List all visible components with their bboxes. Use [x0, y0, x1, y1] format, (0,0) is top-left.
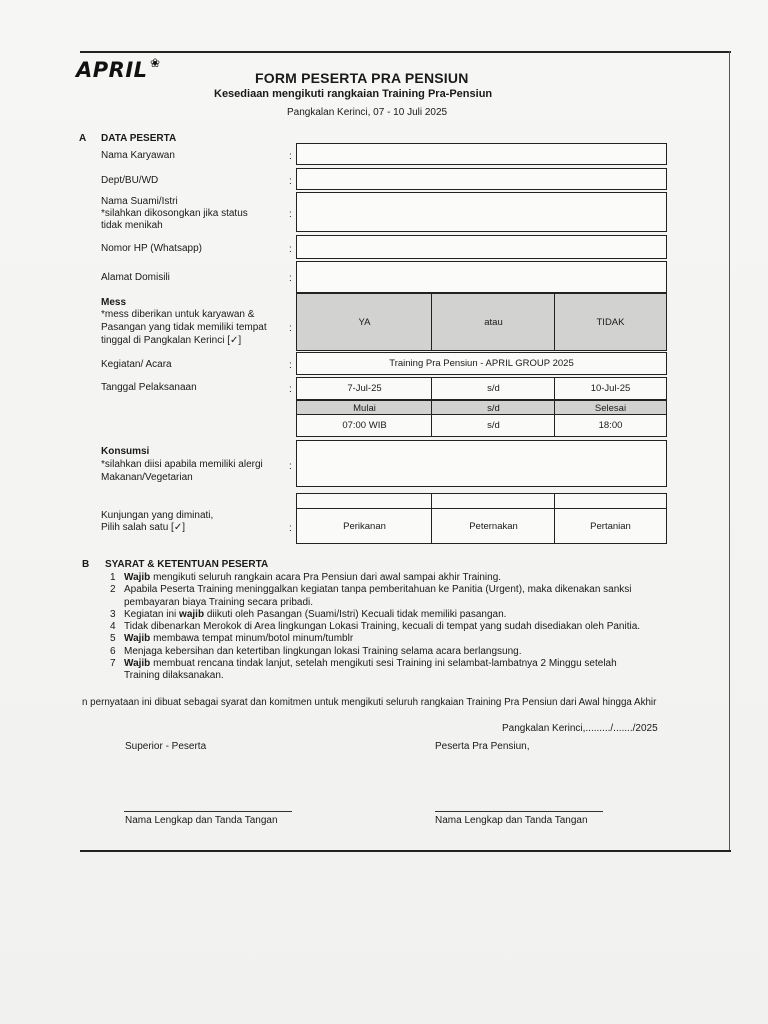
colon: :	[289, 461, 292, 472]
participant-caption: Nama Lengkap dan Tanda Tangan	[435, 815, 588, 826]
list-item: 1 Wajib mengikuti seluruh rangkain acara Pra Pensiun dari awal sampai akhir Training.	[110, 572, 502, 583]
list-item: 3 Kegiatan ini wajib diikuti oleh Pasangan (Suami/Istri) Kecuali tidak memiliki pasangan.	[110, 608, 507, 620]
list-item: Training dilaksanakan.	[124, 670, 224, 682]
colon: :	[289, 384, 292, 395]
kegiatan-value: Training Pra Pensiun - APRIL GROUP 2025	[296, 352, 667, 375]
list-item: 4 Tidak dibenarkan Merokok di Area lingkungan Lokasi Training, kecuali di tempat yang sudah disediakan oleh Panitia.	[110, 621, 641, 633]
terms-list	[110, 572, 710, 683]
mess-option-tidak[interactable]: TIDAK	[554, 293, 667, 351]
leaf-logo-icon: ❀	[150, 56, 161, 70]
konsumsi-label: Konsumsi	[101, 446, 150, 457]
list-item: 2 Apabila Peserta Training meninggalkan kegiatan tanpa pemberitahuan ke Panitia (Urgent), maka dikenakan sanksi	[110, 584, 632, 596]
section-b-letter: B	[82, 559, 90, 570]
colon: :	[289, 176, 292, 187]
section-a-title: DATA PESERTA	[101, 133, 177, 144]
participant-signature-line[interactable]	[435, 811, 603, 812]
nama-karyawan-field[interactable]	[296, 143, 667, 165]
alamat-label: Alamat Domisili	[101, 272, 170, 283]
dept-label: Dept/BU/WD	[101, 175, 159, 186]
superior-title: Superior - Peserta	[125, 741, 207, 752]
list-item: pembayaran biaya Training secara pribadi.	[124, 596, 313, 608]
kunjungan-option-pertanian: Pertanian	[554, 508, 667, 544]
kunjungan-label: Pilih salah satu [✓]	[101, 522, 185, 533]
list-item: 7 Wajib membuat rencana tindak lanjut, setelah mengikuti sesi Training ini selambat-lambatnya 2 Minggu setelah	[110, 658, 617, 670]
right-border	[729, 51, 730, 851]
header-selesai: Selesai	[554, 400, 667, 416]
jam-sd: s/d	[431, 414, 556, 437]
suami-istri-label: Nama Suami/Istri	[101, 196, 178, 207]
tanggal-selesai: 10-Jul-25	[554, 377, 667, 400]
jam-mulai: 07:00 WIB	[296, 414, 433, 437]
colon: :	[289, 244, 292, 255]
dept-field[interactable]	[296, 168, 667, 190]
tanggal-label: Tanggal Pelaksanaan	[101, 382, 197, 393]
colon: :	[289, 209, 292, 220]
superior-signature-line[interactable]	[124, 811, 292, 812]
konsumsi-note: Makanan/Vegetarian	[101, 472, 193, 483]
kunjungan-option-perikanan: Perikanan	[296, 508, 433, 544]
konsumsi-note: *silahkan diisi apabila memiliki alergi	[101, 459, 263, 470]
kegiatan-label: Kegiatan/ Acara	[101, 359, 172, 370]
list-item: 5 Wajib membawa tempat minum/botol minum/tumblr	[110, 633, 354, 645]
participant-title: Peserta Pra Pensiun,	[435, 741, 530, 752]
section-b-title: SYARAT & KETENTUAN PESERTA	[105, 559, 269, 570]
form-subtitle: Kesediaan mengikuti rangkaian Training Pra-Pensiun	[214, 88, 493, 100]
colon: :	[289, 151, 292, 162]
mess-label: Mess	[101, 297, 127, 308]
mess-option-separator: atau	[431, 293, 556, 351]
mess-note: *mess diberikan untuk karyawan &	[101, 309, 255, 320]
signature-place-date: Pangkalan Kerinci,........./......./2025	[502, 723, 658, 734]
section-a-letter: A	[79, 133, 87, 144]
april-logo: APRIL	[76, 58, 148, 82]
form-title: FORM PESERTA PRA PENSIUN	[255, 70, 469, 86]
event-place-date: Pangkalan Kerinci, 07 - 10 Juli 2025	[287, 107, 448, 118]
jam-selesai: 18:00	[554, 414, 667, 437]
mess-note: tinggal di Pangkalan Kerinci [✓]	[101, 335, 242, 346]
colon: :	[289, 360, 292, 371]
colon: :	[289, 323, 292, 334]
suami-istri-field[interactable]	[296, 192, 667, 232]
mess-option-ya[interactable]: YA	[296, 293, 433, 351]
konsumsi-field[interactable]	[296, 440, 667, 487]
nomor-hp-field[interactable]	[296, 235, 667, 259]
kunjungan-option-peternakan: Peternakan	[431, 508, 556, 544]
nomor-hp-label: Nomor HP (Whatsapp)	[101, 243, 202, 254]
alamat-field[interactable]	[296, 261, 667, 293]
suami-istri-note: tidak menikah	[101, 220, 163, 231]
suami-istri-note: *silahkan dikosongkan jika status	[101, 208, 248, 219]
kunjungan-label: Kunjungan yang diminati,	[101, 510, 214, 521]
tanggal-sd: s/d	[431, 377, 556, 400]
header-sd: s/d	[431, 400, 556, 416]
nama-karyawan-label: Nama Karyawan	[101, 150, 175, 161]
top-border	[80, 51, 731, 53]
colon: :	[289, 273, 292, 284]
bottom-border	[80, 850, 731, 852]
list-item: 6 Menjaga kebersihan dan ketertiban lingkungan lokasi Training selama acara berlangsung.	[110, 645, 522, 657]
tanggal-mulai: 7-Jul-25	[296, 377, 433, 400]
colon: :	[289, 523, 292, 534]
commitment-statement: n pernyataan ini dibuat sebagai syarat dan komitmen untuk mengikuti seluruh rangkaian Training Pra Pensiun dari Awal hingga Akhir	[82, 697, 657, 708]
superior-caption: Nama Lengkap dan Tanda Tangan	[125, 815, 278, 826]
mess-note: Pasangan yang tidak memiliki tempat	[101, 322, 267, 333]
header-mulai: Mulai	[296, 400, 433, 416]
